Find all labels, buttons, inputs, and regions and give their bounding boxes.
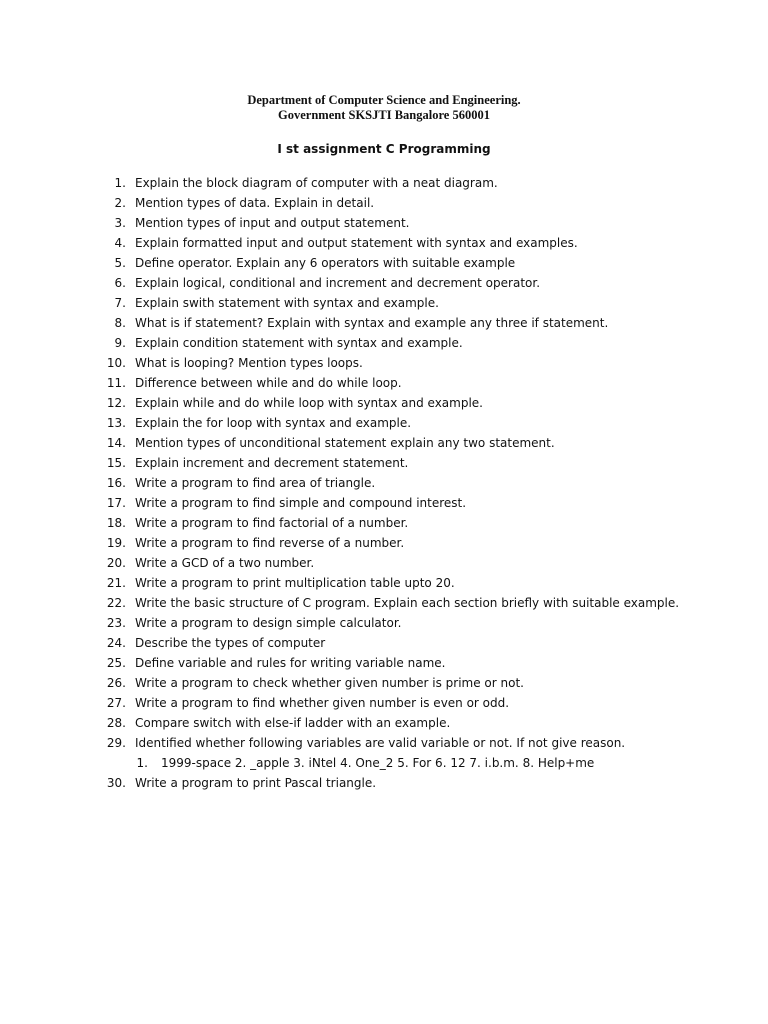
- list-item-text: What is looping? Mention types loops.: [135, 356, 363, 370]
- list-item: [0, 654, 768, 674]
- list-item-number: 22.: [106, 596, 126, 610]
- list-item: [0, 454, 768, 474]
- list-item: [0, 194, 768, 214]
- list-item-number: 7.: [114, 296, 126, 310]
- list-item-text: Define operator. Explain any 6 operators with suitable example: [135, 256, 516, 270]
- list-item: [0, 234, 768, 254]
- list-item: [0, 614, 768, 634]
- list-item-number: 8.: [114, 316, 126, 330]
- list-item: [0, 174, 768, 194]
- list-item: [0, 374, 768, 394]
- list-item-text: Explain swith statement with syntax and example.: [135, 296, 439, 310]
- list-item-text: Write a program to find area of triangle.: [135, 476, 376, 490]
- list-item-number: 2.: [114, 196, 126, 210]
- list-item-text: Compare switch with else-if ladder with an example.: [135, 716, 451, 730]
- list-item-text: Write a program to design simple calculator.: [135, 616, 402, 630]
- sub-list-item: [0, 754, 768, 774]
- list-item: [0, 434, 768, 454]
- list-item: [0, 774, 768, 794]
- list-item-text: Explain formatted input and output statement with syntax and examples.: [135, 236, 578, 250]
- list-item: [0, 534, 768, 554]
- list-item-number: 29.: [106, 736, 126, 750]
- list-item: [0, 294, 768, 314]
- assignment-title: I st assignment C Programming: [277, 142, 491, 156]
- list-item: [0, 694, 768, 714]
- list-item-number: 30.: [106, 776, 126, 790]
- list-item-text: Write a GCD of a two number.: [135, 556, 315, 570]
- list-item-text: Write a program to find reverse of a number.: [135, 536, 405, 550]
- list-item-text: Write a program to print multiplication table upto 20.: [135, 576, 455, 590]
- list-item: [0, 274, 768, 294]
- list-item-text: 1999-space 2. _apple 3. iNtel 4. One_2 5. For 6. 12 7. i.b.m. 8. Help+me: [161, 756, 595, 770]
- list-item-number: 17.: [106, 496, 126, 510]
- list-item-text: Write the basic structure of C program. Explain each section briefly with suitable example.: [135, 596, 680, 610]
- list-item: [0, 634, 768, 654]
- list-item-text: Explain increment and decrement statement.: [135, 456, 409, 470]
- list-item-text: Mention types of input and output statement.: [135, 216, 410, 230]
- list-item-text: Explain the for loop with syntax and example.: [135, 416, 412, 430]
- list-item-number: 4.: [114, 236, 126, 250]
- list-item-number: 11.: [106, 376, 126, 390]
- list-item-number: 13.: [106, 416, 126, 430]
- list-item-number: 18.: [106, 516, 126, 530]
- list-item-number: 26.: [106, 676, 126, 690]
- list-item: [0, 554, 768, 574]
- list-item-number: 1.: [136, 756, 148, 770]
- list-item: [0, 734, 768, 754]
- list-item: [0, 494, 768, 514]
- list-item-number: 25.: [106, 656, 126, 670]
- list-item-text: Explain condition statement with syntax and example.: [135, 336, 463, 350]
- list-item: [0, 674, 768, 694]
- list-item: [0, 354, 768, 374]
- list-item-text: Mention types of unconditional statement explain any two statement.: [135, 436, 555, 450]
- list-item: [0, 314, 768, 334]
- list-item-number: 15.: [106, 456, 126, 470]
- list-item-number: 19.: [106, 536, 126, 550]
- list-item: [0, 474, 768, 494]
- list-item: [0, 594, 768, 614]
- list-item-number: 28.: [106, 716, 126, 730]
- list-item: [0, 714, 768, 734]
- list-item-text: Explain logical, conditional and increment and decrement operator.: [135, 276, 541, 290]
- list-item-text: What is if statement? Explain with syntax and example any three if statement.: [135, 316, 609, 330]
- list-item-number: 14.: [106, 436, 126, 450]
- list-item-text: Difference between while and do while loop.: [135, 376, 402, 390]
- question-list: [0, 174, 768, 794]
- list-item: [0, 334, 768, 354]
- list-item-number: 1.: [114, 176, 126, 190]
- department-heading: Department of Computer Science and Engineering.: [247, 93, 521, 107]
- list-item-text: Define variable and rules for writing variable name.: [135, 656, 446, 670]
- list-item-text: Explain the block diagram of computer with a neat diagram.: [135, 176, 498, 190]
- list-item: [0, 574, 768, 594]
- list-item-number: 20.: [106, 556, 126, 570]
- institution-heading: Government SKSJTI Bangalore 560001: [278, 108, 490, 122]
- list-item-number: 24.: [106, 636, 126, 650]
- list-item-text: Explain while and do while loop with syntax and example.: [135, 396, 483, 410]
- list-item-text: Mention types of data. Explain in detail.: [135, 196, 375, 210]
- list-item-text: Write a program to find whether given number is even or odd.: [135, 696, 510, 710]
- list-item-text: Write a program to find factorial of a number.: [135, 516, 409, 530]
- list-item-number: 3.: [114, 216, 126, 230]
- list-item: [0, 414, 768, 434]
- list-item: [0, 514, 768, 534]
- list-item-text: Identified whether following variables are valid variable or not. If not give reason.: [135, 736, 626, 750]
- list-item-number: 6.: [114, 276, 126, 290]
- list-item-text: Write a program to print Pascal triangle.: [135, 776, 377, 790]
- list-item-number: 21.: [106, 576, 126, 590]
- list-item-text: Write a program to check whether given number is prime or not.: [135, 676, 524, 690]
- list-item-number: 9.: [114, 336, 126, 350]
- list-item-text: Write a program to find simple and compound interest.: [135, 496, 467, 510]
- list-item-text: Describe the types of computer: [135, 636, 326, 650]
- list-item: [0, 394, 768, 414]
- list-item: [0, 254, 768, 274]
- list-item-number: 16.: [106, 476, 126, 490]
- list-item: [0, 214, 768, 234]
- list-item-number: 10.: [106, 356, 126, 370]
- list-item-number: 5.: [114, 256, 126, 270]
- list-item-number: 27.: [106, 696, 126, 710]
- list-item-number: 23.: [106, 616, 126, 630]
- list-item-number: 12.: [106, 396, 126, 410]
